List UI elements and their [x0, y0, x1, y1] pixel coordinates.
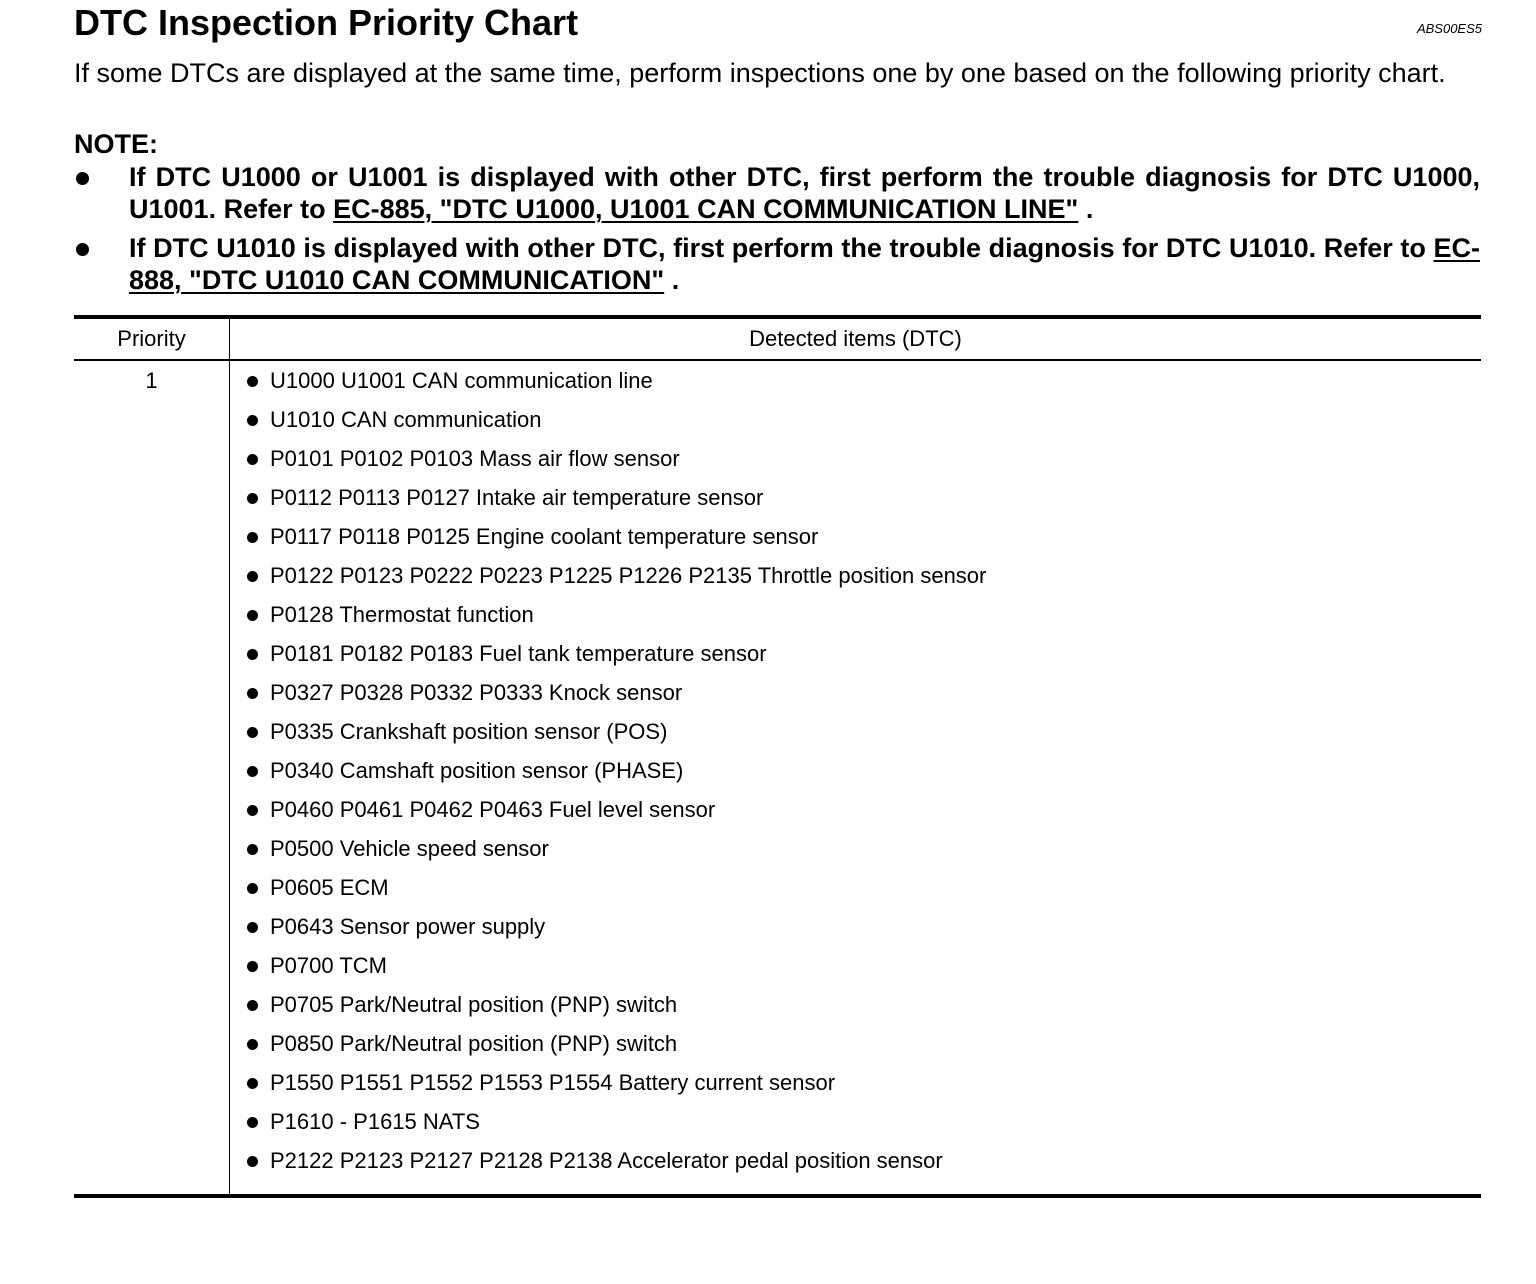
dtc-item-text: P0700 TCM: [270, 953, 387, 978]
dtc-list-item: [247, 835, 1481, 874]
bullet-icon: [247, 376, 258, 387]
priority-cell: 1: [74, 360, 230, 1194]
dtc-list-item: [247, 406, 1481, 445]
dtc-item-text: P0335 Crankshaft position sensor (POS): [270, 719, 668, 744]
page-title: DTC Inspection Priority Chart: [74, 2, 579, 43]
dtc-list-item: [247, 991, 1481, 1030]
note-text: If DTC U1010 is displayed with other DTC, first perform the trouble diagnosis for DTC U1010. Refer to: [129, 233, 1434, 263]
header-priority: Priority: [74, 319, 230, 360]
bullet-icon: [76, 243, 89, 256]
dtc-list-item: [247, 1069, 1481, 1108]
dtc-list-item: [247, 796, 1481, 835]
dtc-list-item: [247, 640, 1481, 679]
bullet-icon: [247, 1000, 258, 1011]
dtc-item-text: P1610 - P1615 NATS: [270, 1109, 480, 1134]
reference-code: ABS00ES5: [1416, 21, 1482, 36]
dtc-item-text: P1550 P1551 P1552 P1553 P1554 Battery current sensor: [270, 1070, 836, 1095]
note-label: NOTE:: [74, 129, 158, 159]
dtc-item-text: P0181 P0182 P0183 Fuel tank temperature sensor: [270, 641, 767, 666]
dtc-item-text: P2122 P2123 P2127 P2128 P2138 Accelerator pedal position sensor: [270, 1148, 943, 1173]
table-body: [74, 360, 1481, 1194]
dtc-list-item: [247, 562, 1481, 601]
table-row: [74, 360, 1481, 1194]
xref-link-ec-885[interactable]: EC-885, "DTC U1000, U1001 CAN COMMUNICATION LINE": [333, 194, 1079, 224]
dtc-list-item: [247, 913, 1481, 952]
priority-table-wrapper: [74, 315, 1481, 1198]
detected-items-cell: [230, 360, 1482, 1194]
dtc-list-item: [247, 523, 1481, 562]
bullet-icon: [247, 883, 258, 894]
dtc-item-text: U1000 U1001 CAN communication line: [270, 368, 653, 393]
bullet-icon: [247, 1078, 258, 1089]
bullet-icon: [247, 844, 258, 855]
priority-table: [74, 319, 1481, 1194]
note-suffix: .: [1078, 194, 1094, 224]
bullet-icon: [247, 415, 258, 426]
dtc-list-item: [247, 679, 1481, 718]
dtc-list-item: [247, 718, 1481, 757]
bullet-icon: [247, 688, 258, 699]
note-item-u1010: [74, 232, 1480, 296]
bullet-icon: [247, 493, 258, 504]
bullet-icon: [247, 727, 258, 738]
dtc-list-item: [247, 874, 1481, 913]
dtc-item-text: P0460 P0461 P0462 P0463 Fuel level sensor: [270, 797, 716, 822]
note-item-u1000: [74, 161, 1480, 225]
dtc-item-text: P0605 ECM: [270, 875, 389, 900]
dtc-list-item: [247, 952, 1481, 991]
dtc-item-text: P0101 P0102 P0103 Mass air flow sensor: [270, 446, 680, 471]
intro-paragraph: If some DTCs are displayed at the same time, perform inspections one by one based on the following priority chart.: [74, 58, 1446, 88]
dtc-list-item: [247, 445, 1481, 484]
header-detected-items: Detected items (DTC): [230, 319, 1482, 360]
bullet-icon: [247, 610, 258, 621]
dtc-list-item: [247, 484, 1481, 523]
dtc-item-text: P0122 P0123 P0222 P0223 P1225 P1226 P2135 Throttle position sensor: [270, 563, 987, 588]
dtc-list-item: [247, 601, 1481, 640]
dtc-list: [230, 361, 1481, 1194]
dtc-item-text: P0128 Thermostat function: [270, 602, 534, 627]
bullet-icon: [247, 532, 258, 543]
bullet-icon: [247, 571, 258, 582]
dtc-item-text: P0112 P0113 P0127 Intake air temperature sensor: [270, 485, 764, 510]
note-text: If DTC U1000 or U1001 is displayed with other DTC, first perform the trouble diagnosis for DTC U1000, U1001. Refer to: [129, 162, 1480, 224]
dtc-item-text: P0340 Camshaft position sensor (PHASE): [270, 758, 684, 783]
note-list: [74, 161, 1480, 303]
note-suffix: .: [664, 265, 680, 295]
dtc-list-item: [247, 1108, 1481, 1147]
bullet-icon: [247, 1117, 258, 1128]
bullet-icon: [247, 454, 258, 465]
bullet-icon: [247, 805, 258, 816]
table-header-row: [74, 319, 1481, 360]
bullet-icon: [247, 649, 258, 660]
dtc-list-item: [247, 757, 1481, 796]
dtc-item-text: U1010 CAN communication: [270, 407, 542, 432]
bullet-icon: [247, 1039, 258, 1050]
bullet-icon: [247, 961, 258, 972]
dtc-item-text: P0643 Sensor power supply: [270, 914, 546, 939]
dtc-list-item: [247, 1030, 1481, 1069]
dtc-item-text: P0327 P0328 P0332 P0333 Knock sensor: [270, 680, 683, 705]
dtc-item-text: P0705 Park/Neutral position (PNP) switch: [270, 992, 678, 1017]
bullet-icon: [247, 1156, 258, 1167]
bullet-icon: [247, 766, 258, 777]
bullet-icon: [247, 922, 258, 933]
bullet-icon: [76, 172, 89, 185]
dtc-item-text: P0850 Park/Neutral position (PNP) switch: [270, 1031, 678, 1056]
dtc-item-text: P0117 P0118 P0125 Engine coolant temperature sensor: [270, 524, 819, 549]
xref-link-ec-888[interactable]: EC-888, "DTC U1010 CAN COMMUNICATION": [129, 233, 1480, 295]
dtc-item-text: P0500 Vehicle speed sensor: [270, 836, 549, 861]
dtc-list-item: [247, 1147, 1481, 1186]
dtc-list-item: [247, 367, 1481, 406]
